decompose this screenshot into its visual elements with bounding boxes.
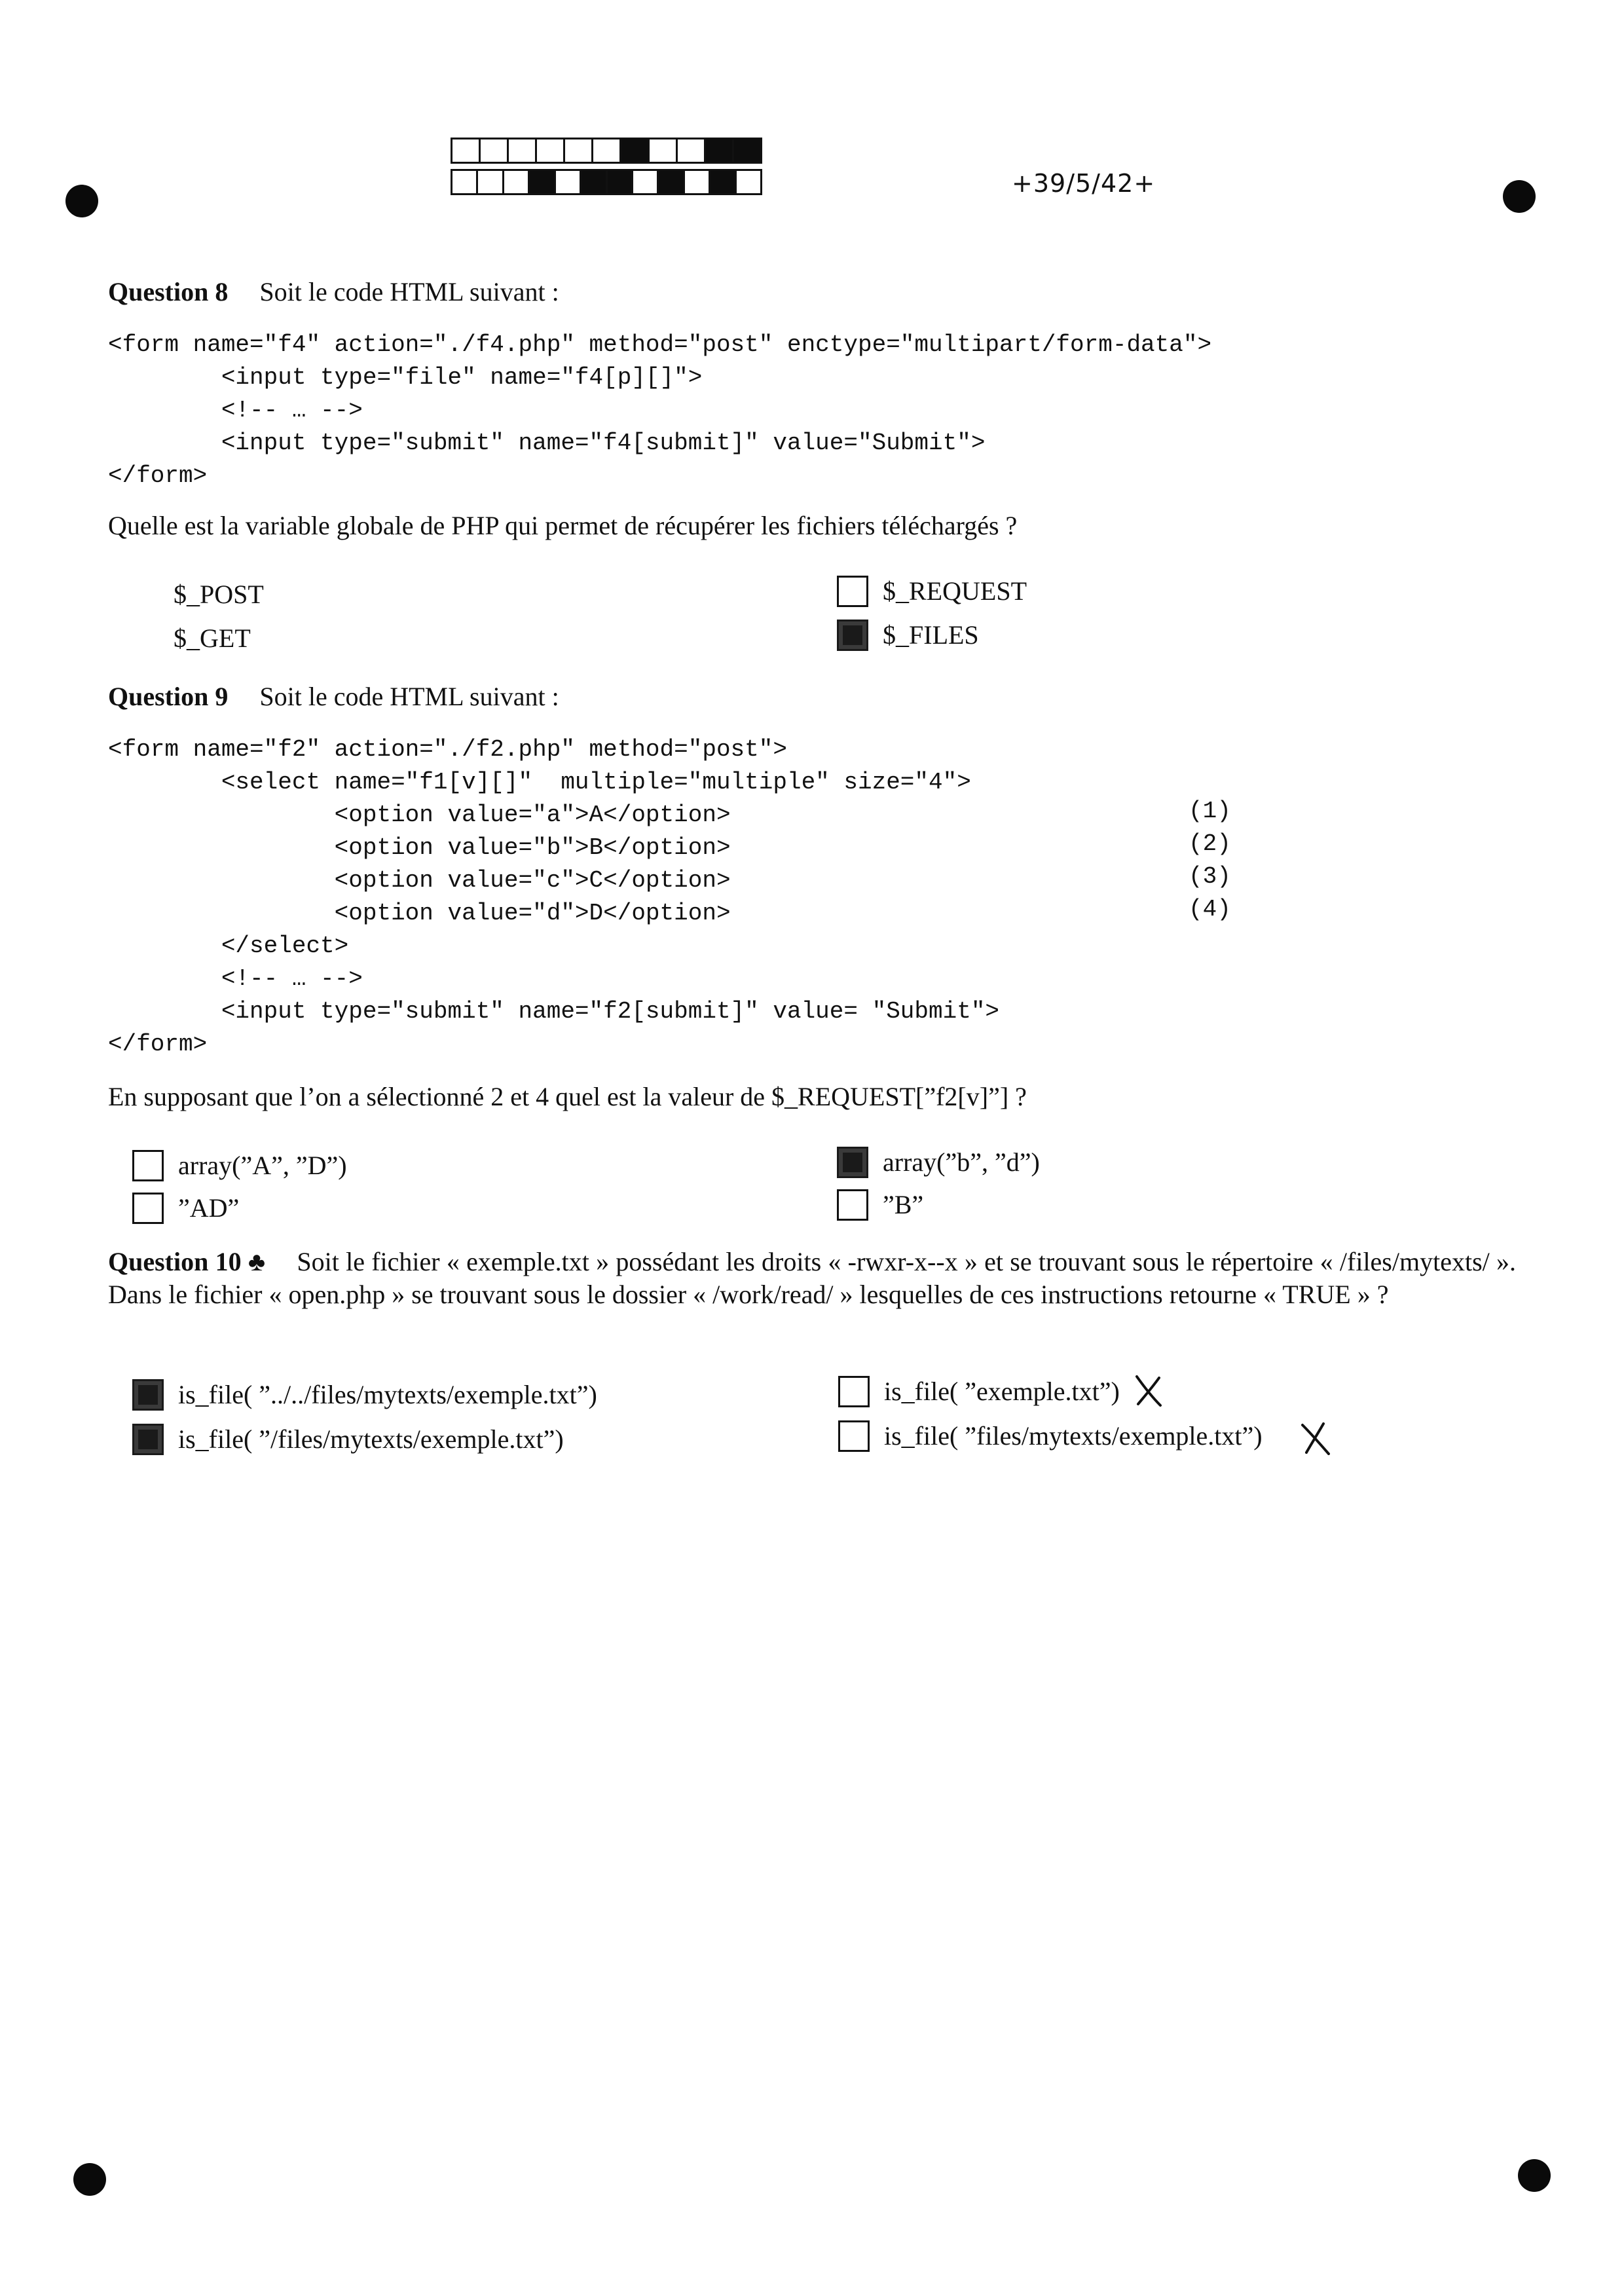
q10-checkbox-exemple[interactable] bbox=[838, 1376, 870, 1407]
club-icon: ♣ bbox=[248, 1247, 266, 1276]
q9-code-line-5: <option value="c">C</option> bbox=[108, 867, 731, 894]
q9-checkbox-ad[interactable] bbox=[132, 1193, 164, 1224]
option-label: ”B” bbox=[883, 1190, 924, 1219]
question-9-header bbox=[108, 680, 559, 714]
line-number-1: (1) bbox=[1189, 798, 1231, 824]
q8-checkbox-request[interactable] bbox=[837, 576, 868, 607]
page-id: +39/5/42+ bbox=[1012, 169, 1156, 198]
q10-option-exemple[interactable] bbox=[838, 1375, 1120, 1408]
barcode-row-2-cell-12 bbox=[737, 171, 760, 193]
barcode-row-1-cell-10 bbox=[706, 139, 734, 162]
barcode-row-1-cell-2 bbox=[481, 139, 509, 162]
q9-code-line-8: <!-- … --> bbox=[108, 965, 363, 992]
option-label: is_file( ”../../files/mytexts/exemple.txt”) bbox=[178, 1380, 597, 1409]
q8-code-line-2: <input type="file" name="f4[p][]"> bbox=[108, 364, 703, 391]
barcode-row-2 bbox=[451, 169, 762, 195]
q8-code-line-3: <!-- … --> bbox=[108, 397, 363, 424]
barcode-row-2-cell-2 bbox=[478, 171, 504, 193]
question-prompt: Soit le fichier « exemple.txt » possédant les droits « -rwxr-x--x » et se trouvant sous le répertoire « /files/mytexts/ ». Dans le fichier « open.php » se trouvant sous le dossier « /work/read/ » lesquelles de ces instructions retourne « TRUE » ? bbox=[108, 1247, 1517, 1309]
q8-option-files[interactable] bbox=[837, 619, 979, 652]
q9-option-b[interactable] bbox=[837, 1189, 923, 1221]
barcode-row-1-cell-7 bbox=[621, 139, 650, 162]
option-label: is_file( ”/files/mytexts/exemple.txt”) bbox=[178, 1424, 564, 1454]
option-label: is_file( ”exemple.txt”) bbox=[884, 1377, 1120, 1406]
line-number-2: (2) bbox=[1189, 830, 1231, 857]
q9-option-ad[interactable] bbox=[132, 1192, 239, 1225]
line-number-3: (3) bbox=[1189, 863, 1231, 890]
registration-dot-top-right bbox=[1503, 180, 1536, 213]
barcode-row-1 bbox=[451, 138, 762, 164]
barcode-row-2-cell-1 bbox=[452, 171, 478, 193]
question-8-header bbox=[108, 275, 559, 309]
barcode-row-1-cell-3 bbox=[509, 139, 537, 162]
q8-code-line-1: <form name="f4" action="./f4.php" method="post" enctype="multipart/form-data"> bbox=[108, 331, 1212, 358]
q9-option-array-ad[interactable] bbox=[132, 1149, 347, 1182]
q10-option-relative[interactable] bbox=[838, 1420, 1263, 1453]
barcode-row-1-cell-9 bbox=[678, 139, 706, 162]
q9-code-line-4: <option value="b">B</option> bbox=[108, 834, 731, 861]
barcode-row-1-cell-4 bbox=[537, 139, 565, 162]
q9-checkbox-array-ad[interactable] bbox=[132, 1150, 164, 1181]
q8-code-line-5: </form> bbox=[108, 462, 208, 489]
q9-code-line-1: <form name="f2" action="./f2.php" method="post"> bbox=[108, 736, 787, 763]
barcode-row-2-cell-9 bbox=[659, 171, 684, 193]
q8-option-get[interactable] bbox=[174, 622, 251, 655]
q8-code-line-4: <input type="submit" name="f4[submit]" value="Submit"> bbox=[108, 430, 986, 456]
q10-checkbox-absolute-checked[interactable] bbox=[132, 1424, 164, 1455]
option-label: array(”A”, ”D”) bbox=[178, 1151, 347, 1180]
barcode-row-2-cell-5 bbox=[556, 171, 581, 193]
barcode-row-2-cell-6 bbox=[581, 171, 607, 193]
barcode-row-1-cell-11 bbox=[734, 139, 760, 162]
barcode-row-1-cell-6 bbox=[593, 139, 621, 162]
handwritten-x-mark-2 bbox=[1300, 1421, 1331, 1455]
question-intro: Soit le code HTML suivant : bbox=[259, 277, 559, 306]
barcode-row-1-cell-5 bbox=[565, 139, 593, 162]
q10-checkbox-relative-parent-checked[interactable] bbox=[132, 1379, 164, 1411]
q8-checkbox-files-checked[interactable] bbox=[837, 620, 868, 651]
q8-option-request[interactable] bbox=[837, 575, 1027, 608]
q9-code-line-7: </select> bbox=[108, 933, 349, 959]
question-8-code bbox=[108, 329, 1211, 492]
barcode-row-2-cell-10 bbox=[685, 171, 710, 193]
question-8-prompt: Quelle est la variable globale de PHP qui permet de récupérer les fichiers téléchargés ? bbox=[108, 511, 1018, 540]
option-label: is_file( ”files/mytexts/exemple.txt”) bbox=[884, 1421, 1263, 1451]
barcode-row-2-cell-7 bbox=[608, 171, 633, 193]
option-label: $_POST bbox=[174, 580, 264, 609]
option-label: $_FILES bbox=[883, 620, 979, 650]
question-label: Question 8 bbox=[108, 277, 229, 306]
q9-code-line-3: <option value="a">A</option> bbox=[108, 802, 731, 828]
q9-code-line-2: <select name="f1[v][]" multiple="multiple" size="4"> bbox=[108, 769, 971, 796]
barcode-row-2-cell-4 bbox=[530, 171, 555, 193]
barcode-row-2-cell-8 bbox=[633, 171, 659, 193]
handwritten-x-mark-1 bbox=[1133, 1374, 1164, 1408]
question-label: Question 9 bbox=[108, 682, 229, 711]
question-intro: Soit le code HTML suivant : bbox=[259, 682, 559, 711]
option-label: $_REQUEST bbox=[883, 576, 1027, 606]
q10-option-relative-parent[interactable] bbox=[132, 1379, 597, 1411]
registration-dot-top-left bbox=[65, 185, 98, 217]
q9-option-array-bd[interactable] bbox=[837, 1146, 1040, 1179]
q9-checkbox-array-bd-checked[interactable] bbox=[837, 1147, 868, 1178]
barcode-row-2-cell-11 bbox=[710, 171, 736, 193]
option-label: array(”b”, ”d”) bbox=[883, 1147, 1040, 1177]
q8-option-post[interactable] bbox=[174, 578, 264, 611]
barcode-row-1-cell-8 bbox=[650, 139, 678, 162]
q10-checkbox-relative[interactable] bbox=[838, 1420, 870, 1452]
registration-dot-bottom-left bbox=[73, 2163, 106, 2196]
option-label: $_GET bbox=[174, 623, 251, 653]
barcode-row-2-cell-3 bbox=[504, 171, 530, 193]
question-label: Question 10 bbox=[108, 1247, 242, 1276]
q10-option-absolute[interactable] bbox=[132, 1423, 564, 1456]
q9-checkbox-b[interactable] bbox=[837, 1189, 868, 1221]
question-9-code bbox=[108, 733, 999, 1061]
line-number-4: (4) bbox=[1189, 896, 1231, 923]
q9-code-line-10: </form> bbox=[108, 1031, 208, 1058]
question-9-prompt: En supposant que l’on a sélectionné 2 et 4 quel est la valeur de $_REQUEST[”f2[v]”] ? bbox=[108, 1082, 1027, 1111]
option-label: ”AD” bbox=[178, 1193, 240, 1223]
q9-code-line-9: <input type="submit" name="f2[submit]" value= "Submit"> bbox=[108, 998, 1000, 1025]
question-10-text bbox=[108, 1246, 1516, 1311]
q9-code-line-6: <option value="d">D</option> bbox=[108, 900, 731, 927]
barcode-row-1-cell-1 bbox=[452, 139, 481, 162]
registration-dot-bottom-right bbox=[1518, 2159, 1551, 2192]
